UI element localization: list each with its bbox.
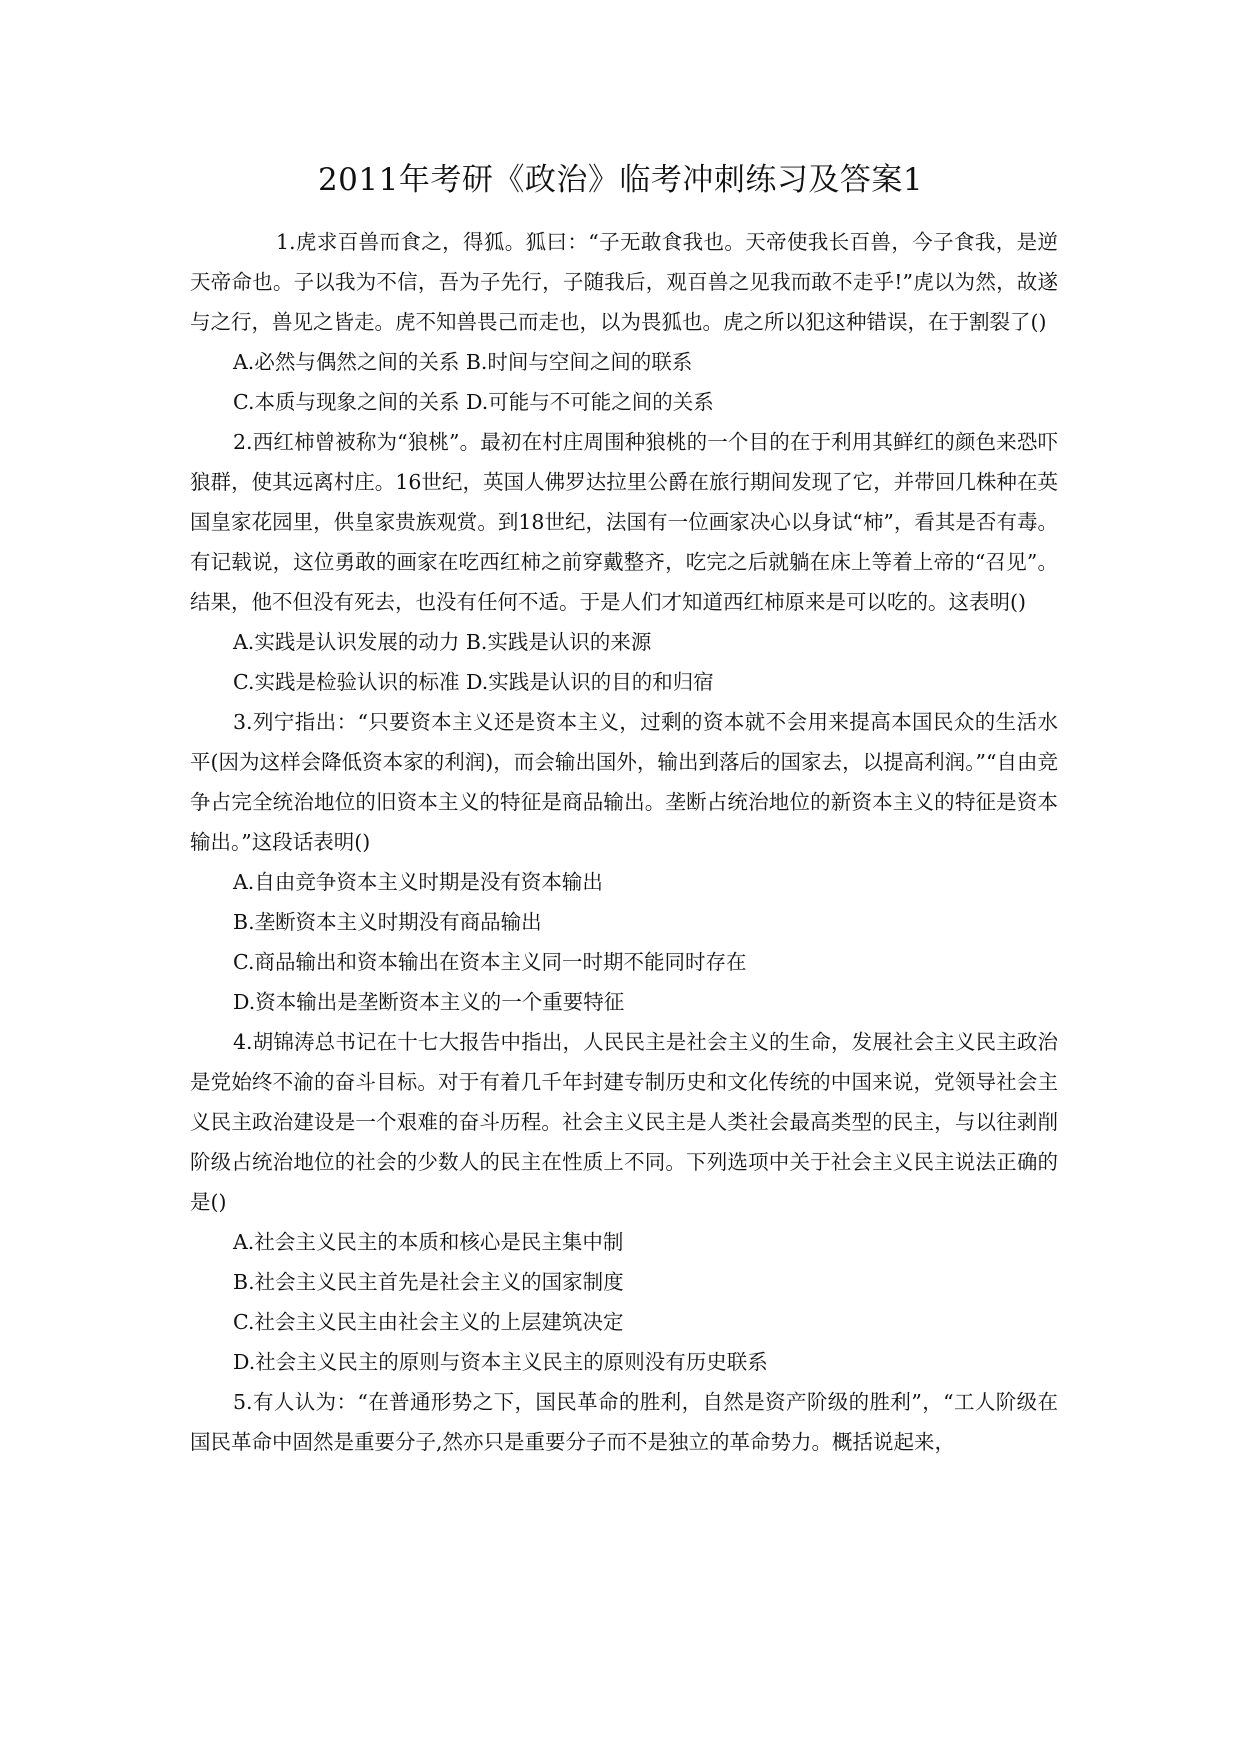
option-line: C.本质与现象之间的关系 D.可能与不可能之间的关系 [233, 390, 714, 414]
option-line: C.实践是检验认识的标准 D.实践是认识的目的和归宿 [233, 670, 714, 694]
document-body [190, 222, 1058, 1462]
question-stem: 3.列宁指出：“只要资本主义还是资本主义，过剩的资本就不会用来提高本国民众的生活水平(因为这样会降低资本家的利润)，而会输出国外，输出到落后的国家去，以提高利润。”“自由竞争占完全统治地位的旧资本主义的特征是商品输出。垄断占统治地位的新资本主义的特征是资本输出。”这段话表明() [190, 710, 1058, 854]
option-line: C.商品输出和资本输出在资本主义同一时期不能同时存在 [233, 950, 747, 974]
option-line: B.垄断资本主义时期没有商品输出 [233, 910, 542, 934]
option-line: A.必然与偶然之间的关系 B.时间与空间之间的联系 [233, 350, 693, 374]
question-stem: 4.胡锦涛总书记在十七大报告中指出，人民民主是社会主义的生命，发展社会主义民主政治是党始终不渝的奋斗目标。对于有着几千年封建专制历史和文化传统的中国来说，党领导社会主义民主政治建设是一个艰难的奋斗历程。社会主义民主是人类社会最高类型的民主，与以往剥削阶级占统治地位的社会的少数人的民主在性质上不同。下列选项中关于社会主义民主说法正确的是() [190, 1030, 1058, 1214]
option-line: A.实践是认识发展的动力 B.实践是认识的来源 [233, 630, 652, 654]
option-line: B.社会主义民主首先是社会主义的国家制度 [233, 1270, 624, 1294]
question-stem: 5.有人认为：“在普通形势之下，国民革命的胜利，自然是资产阶级的胜利”，“工人阶级在国民革命中固然是重要分子,然亦只是重要分子而不是独立的革命势力。概括说起来， [190, 1390, 1058, 1454]
question-stem: 2.西红柿曾被称为“狼桃”。最初在村庄周围种狼桃的一个目的在于利用其鲜红的颜色来恐吓狼群，使其远离村庄。16世纪，英国人佛罗达拉里公爵在旅行期间发现了它，并带回几株种在英国皇家花园里，供皇家贵族观赏。到18世纪，法国有一位画家决心以身试“柿”，看其是否有毒。有记载说，这位勇敢的画家在吃西红柿之前穿戴整齐，吃完之后就躺在床上等着上帝的“召见”。结果，他不但没有死去，也没有任何不适。于是人们才知道西红柿原来是可以吃的。这表明() [190, 430, 1058, 614]
question-stem: 1.虎求百兽而食之，得狐。狐曰：“子无敢食我也。天帝使我长百兽，今子食我，是逆天帝命也。子以我为不信，吾为子先行，子随我后，观百兽之见我而敢不走乎!”虎以为然，故遂与之行，兽见之皆走。虎不知兽畏己而走也，以为畏狐也。虎之所以犯这种错误，在于割裂了() [190, 230, 1058, 334]
option-line: C.社会主义民主由社会主义的上层建筑决定 [233, 1310, 624, 1334]
document-title: 2011年考研《政治》临考冲刺练习及答案1 [317, 162, 924, 198]
option-line: D.资本输出是垄断资本主义的一个重要特征 [233, 990, 625, 1014]
option-line: A.自由竞争资本主义时期是没有资本输出 [233, 870, 603, 894]
option-line: D.社会主义民主的原则与资本主义民主的原则没有历史联系 [233, 1350, 768, 1374]
option-line: A.社会主义民主的本质和核心是民主集中制 [233, 1230, 624, 1254]
